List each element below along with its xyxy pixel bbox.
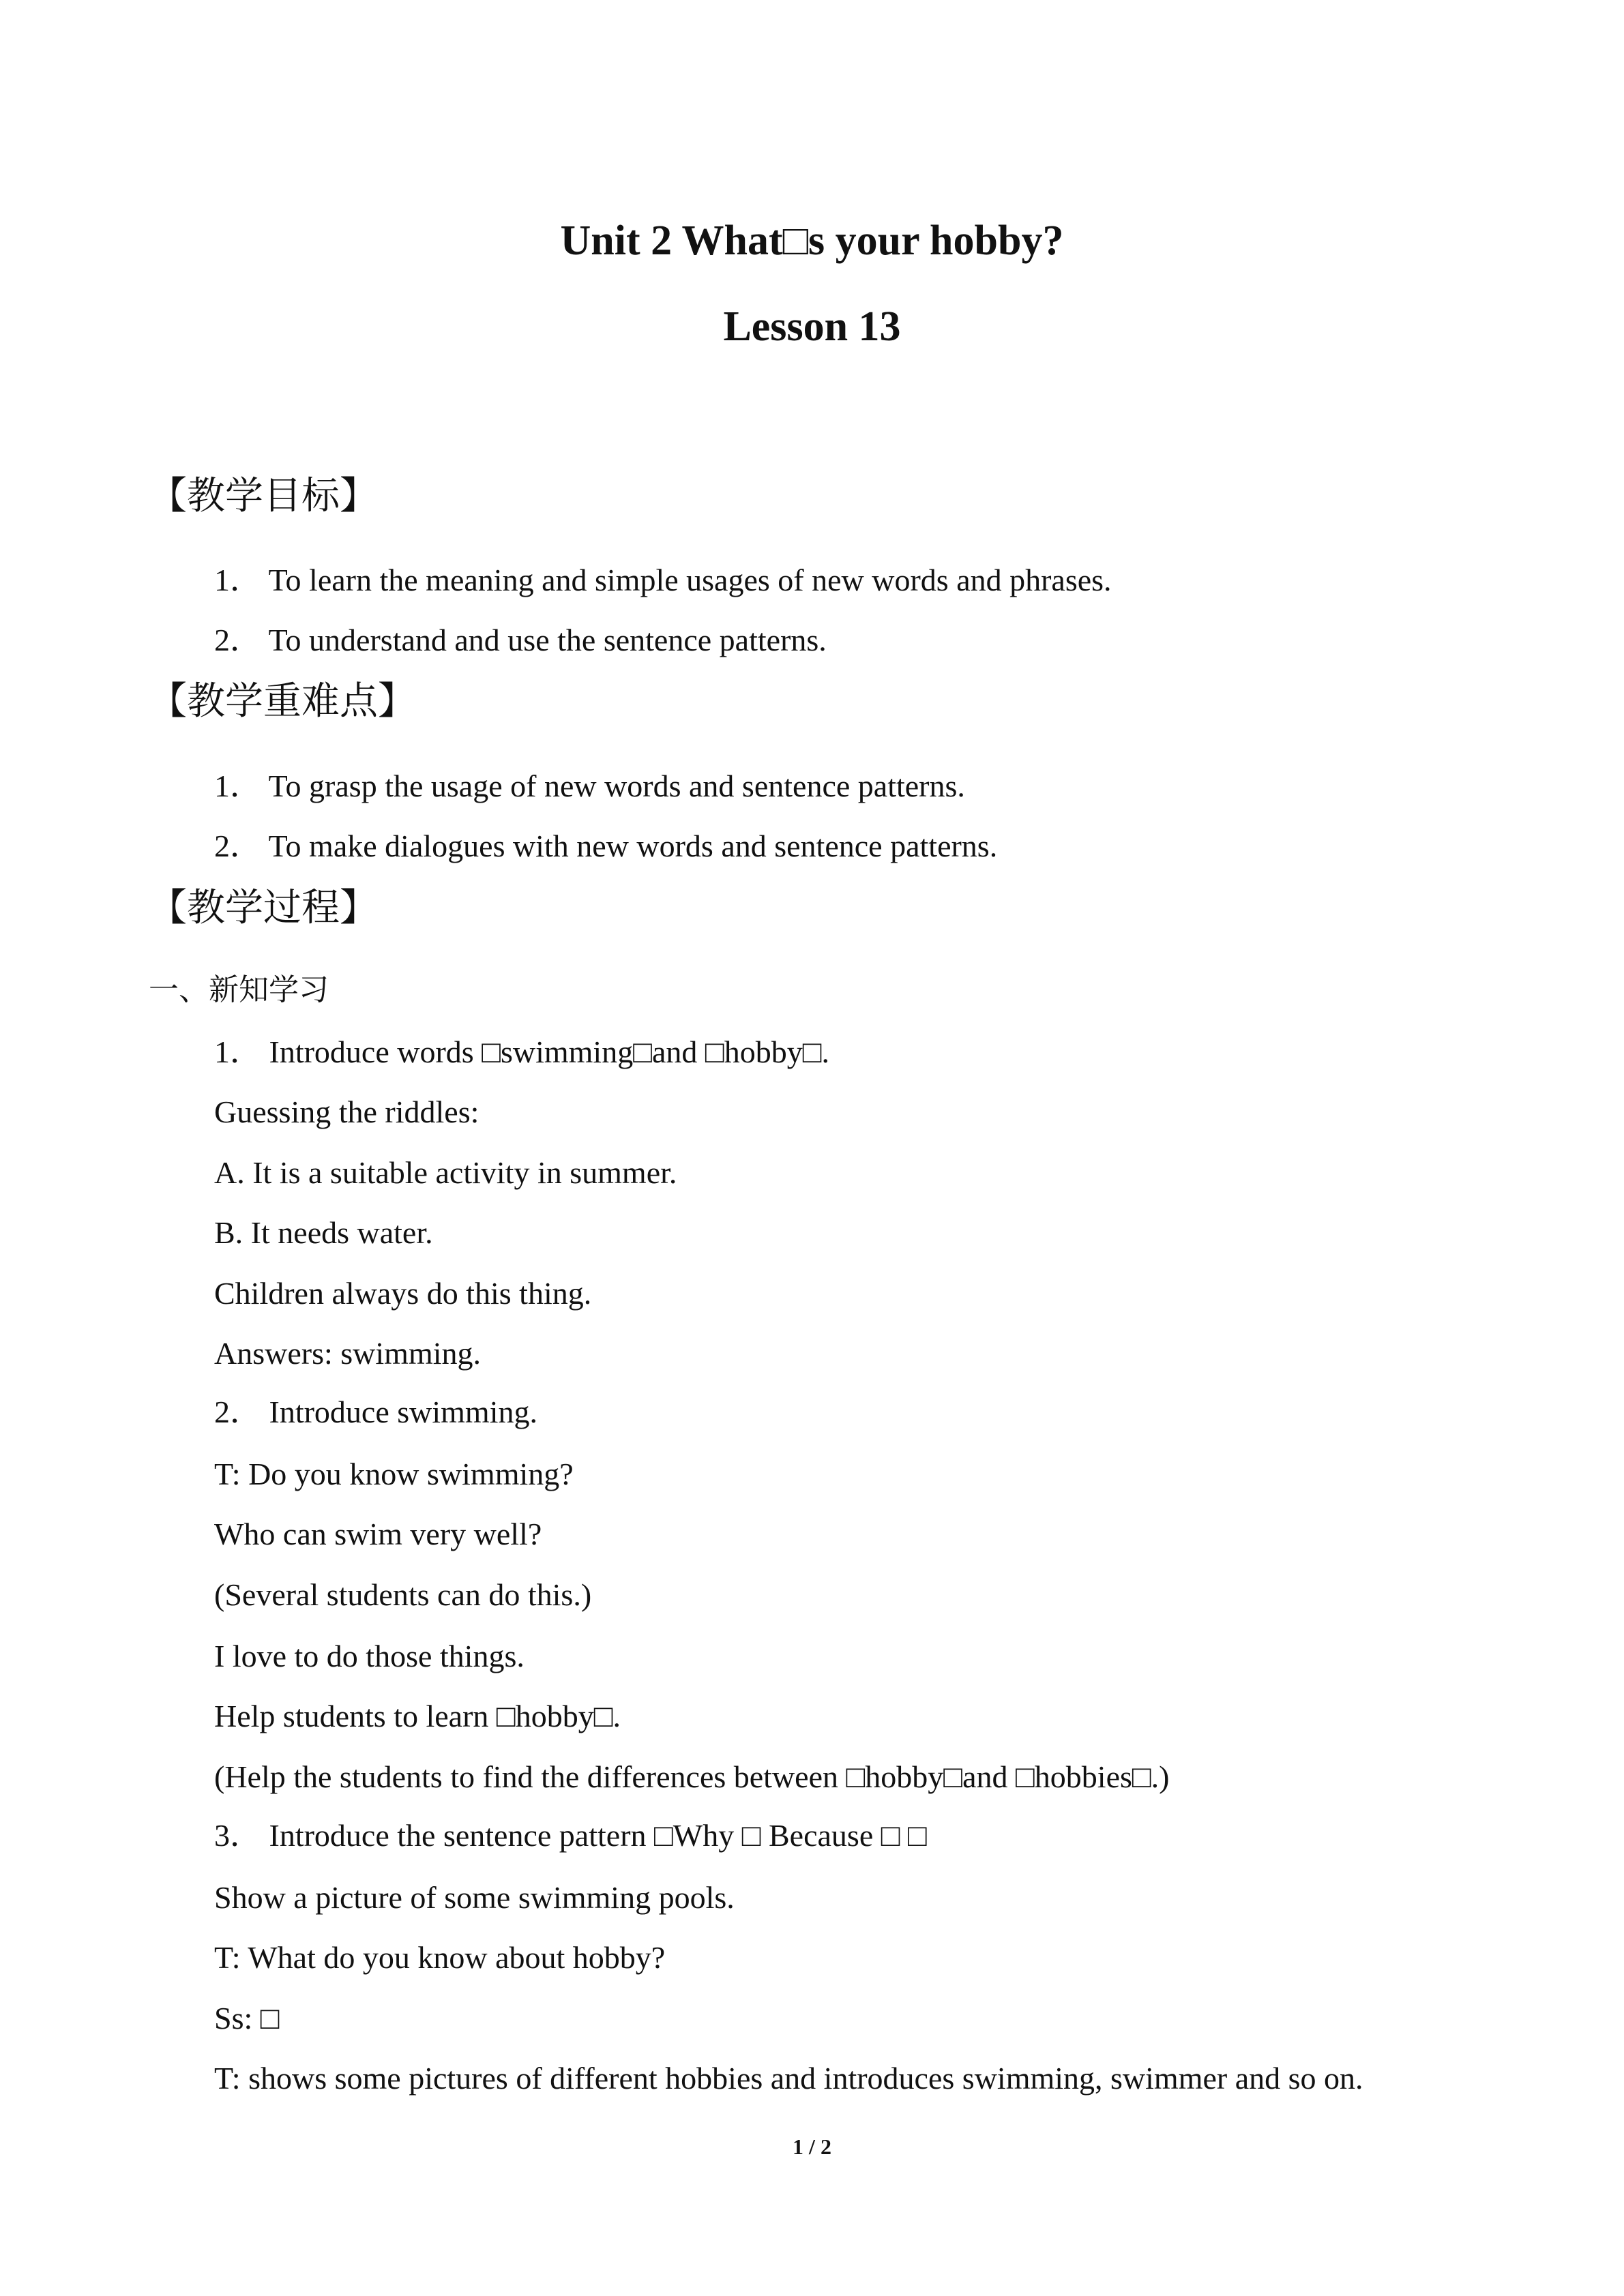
process-line: 1． Introduce words □swimming□and □hobby□. <box>214 1034 829 1069</box>
section-heading-key-points: 【教学重难点】 <box>149 679 416 724</box>
process-line: Who can swim very well? <box>214 1517 542 1551</box>
process-line: T: shows some pictures of different hobbies and introduces swimming, swimmer and so on. <box>214 2061 1363 2096</box>
process-line: A. It is a suitable activity in summer. <box>214 1155 677 1190</box>
process-line: (Help the students to find the differences between □hobby□and □hobbies□.) <box>214 1759 1170 1794</box>
process-line: I love to do those things. <box>214 1639 525 1673</box>
part-one-heading: 一、新知学习 <box>149 972 329 1007</box>
process-line: Help students to learn □hobby□. <box>214 1699 621 1733</box>
process-line: Show a picture of some swimming pools. <box>214 1880 735 1915</box>
key-point-item: 2． To make dialogues with new words and sentence patterns. <box>214 829 998 863</box>
process-line: Ss: □ <box>214 2001 280 2036</box>
process-line: B. It needs water. <box>214 1215 433 1250</box>
process-line: T: Do you know swimming? <box>214 1457 574 1491</box>
objective-item: 1． To learn the meaning and simple usages of new words and phrases. <box>214 563 1112 597</box>
process-line: 3． Introduce the sentence pattern □Why □ Because □ □ <box>214 1818 927 1853</box>
process-line: 2． Introduce swimming. <box>214 1395 537 1429</box>
section-heading-process: 【教学过程】 <box>149 886 378 930</box>
section-heading-objectives: 【教学目标】 <box>149 474 378 518</box>
process-line: (Several students can do this.) <box>214 1577 592 1612</box>
key-point-item: 1． To grasp the usage of new words and sentence patterns. <box>214 769 965 803</box>
process-line: T: What do you know about hobby? <box>214 1940 666 1975</box>
document-title: Unit 2 What□s your hobby? <box>560 218 1064 264</box>
lesson-title: Lesson 13 <box>723 303 901 350</box>
process-line: Answers: swimming. <box>214 1336 481 1371</box>
page-number: 1 / 2 <box>793 2134 831 2159</box>
process-line: Children always do this thing. <box>214 1276 592 1311</box>
process-line: Guessing the riddles: <box>214 1094 479 1129</box>
objective-item: 2． To understand and use the sentence patterns. <box>214 623 827 657</box>
